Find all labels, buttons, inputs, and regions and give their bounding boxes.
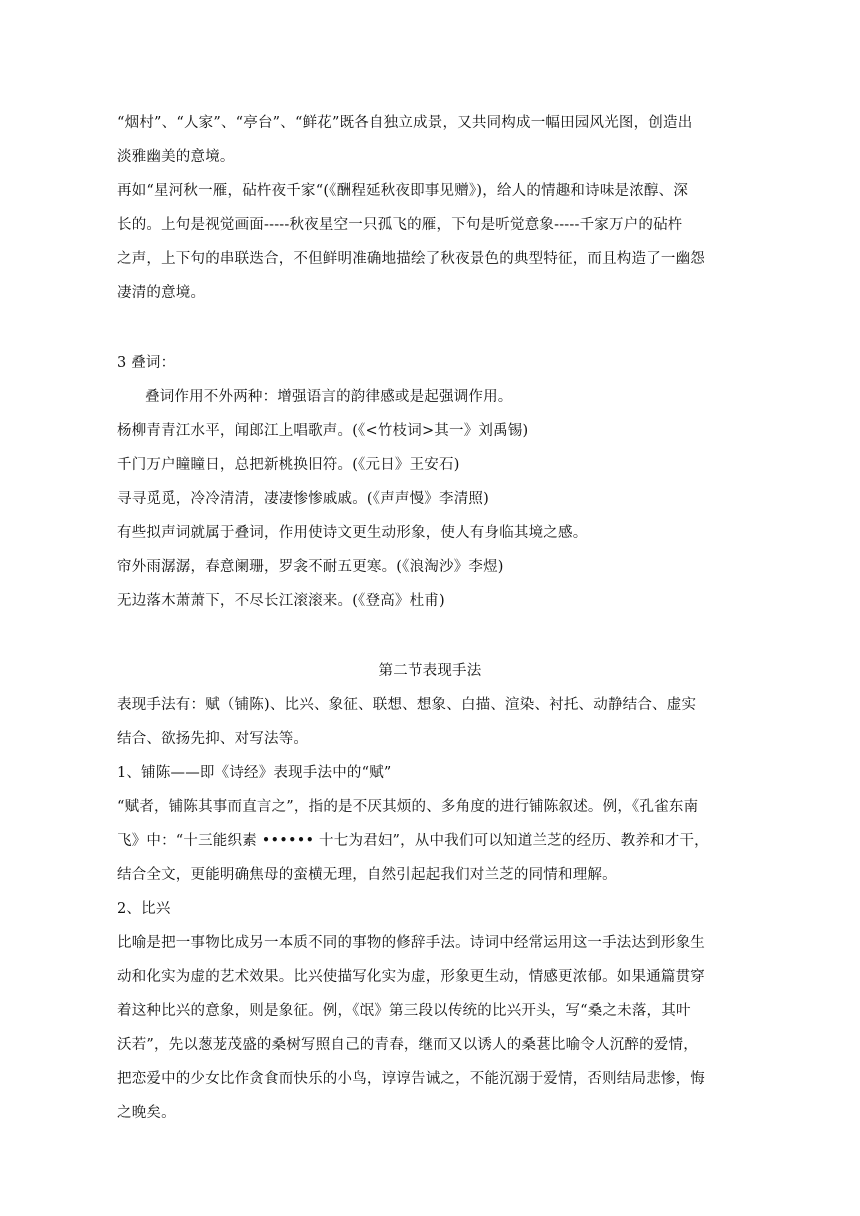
paragraph-yancun xyxy=(117,106,743,174)
item-title: 1、铺陈——即《诗经》表现手法中的“赋” xyxy=(117,765,392,781)
example-line: 无边落木萧萧下，不尽长江滚滚来。(《登高》杜甫) xyxy=(117,593,445,609)
text-line: 再如“星河秋一雁，砧杵夜千家“(《酬程延秋夜即事见赠》)，给人的情趣和诗味是浓醇、深 xyxy=(117,183,689,199)
blank-line xyxy=(117,618,743,654)
text-line: “烟村”、“人家”、“亭台”、“鲜花”既各自独立成景，又共同构成一幅田园风光图，创造出 xyxy=(117,115,693,131)
example-line: 千门万户瞳瞳日，总把新桃换旧符。(《元日》王安石) xyxy=(117,457,460,473)
example-line: 杨柳青青江水平，闻郎江上唱歌声。(《<竹枝词>其一》刘禹锡) xyxy=(117,423,529,439)
text-line: 着这种比兴的意象，则是象征。例，《氓》第三段以传统的比兴开头，写“桑之未落，其叶 xyxy=(117,1003,691,1019)
text-line: 凄清的意境。 xyxy=(117,285,206,301)
item-title: 2、比兴 xyxy=(117,901,171,917)
text-line: 比喻是把一事物比成另一本质不同的事物的修辞手法。诗词中经常运用这一手法达到形象生 xyxy=(117,935,705,951)
text-line: 结合、欲扬先抑、对写法等。 xyxy=(117,731,309,747)
section-intro: 叠词作用不外两种：增强语言的韵律感或是起强调作用。 xyxy=(145,389,513,405)
paragraph-xinghe xyxy=(117,174,743,310)
paragraph-methods xyxy=(117,688,743,756)
text-line: 沃若”，先以葱茏茂盛的桑树写照自己的青春，继而又以诱人的桑葚比喻令人沉醉的爱情， xyxy=(117,1037,698,1053)
section-heading: 第二节表现手法 xyxy=(378,663,482,679)
text-line: 表现手法有：赋（铺陈)、比兴、象征、联想、想象、白描、渲染、衬托、动静结合、虚实 xyxy=(117,697,697,713)
text-line: 把恋爱中的少女比作贪食而快乐的小鸟，谆谆告诫之，不能沉溺于爱情，否则结局悲惨，悔 xyxy=(117,1071,705,1087)
text-line: 飞》中：“十三能织素 •••••• 十七为君妇”，从中我们可以知道兰芝的经历、教养和才干， xyxy=(117,833,709,849)
example-line: 有些拟声词就属于叠词，作用使诗文更生动形象，使人有身临其境之感。 xyxy=(117,525,588,541)
text-line: 淡雅幽美的意境。 xyxy=(117,149,235,165)
item-fuchen xyxy=(117,756,743,892)
section-title: 3 叠词： xyxy=(117,355,176,371)
text-line: 之声，上下句的串联迭合，不但鲜明准确地描绘了秋夜景色的典型特征，而且构造了一幽怨 xyxy=(117,251,705,267)
text-line: 之晚矣。 xyxy=(117,1105,176,1121)
document-body xyxy=(117,106,743,1130)
text-line: “赋者，铺陈其事而直言之”，指的是不厌其烦的、多角度的进行铺陈叙述。例，《孔雀东南 xyxy=(117,799,699,815)
text-line: 长的。上句是视觉画面-----秋夜星空一只孤飞的雁，下句是听觉意象-----千家万户的砧杵 xyxy=(117,217,683,233)
text-line: 动和化实为虚的艺术效果。比兴使描写化实为虚，形象更生动，情感更浓郁。如果通篇贯穿 xyxy=(117,969,705,985)
item-bixing xyxy=(117,892,743,1130)
text-line: 结合全文，更能明确焦母的蛮横无理，自然引起起我们对兰芝的同情和理解。 xyxy=(117,867,617,883)
blank-line xyxy=(117,310,743,346)
section-reduplication xyxy=(117,346,743,618)
example-line: 寻寻觅觅，冷冷清清，凄凄惨惨戚戚。(《声声慢》李清照) xyxy=(117,491,489,507)
example-line: 帘外雨潺潺，春意阑珊，罗衾不耐五更寒。(《浪淘沙》李煜) xyxy=(117,559,504,575)
